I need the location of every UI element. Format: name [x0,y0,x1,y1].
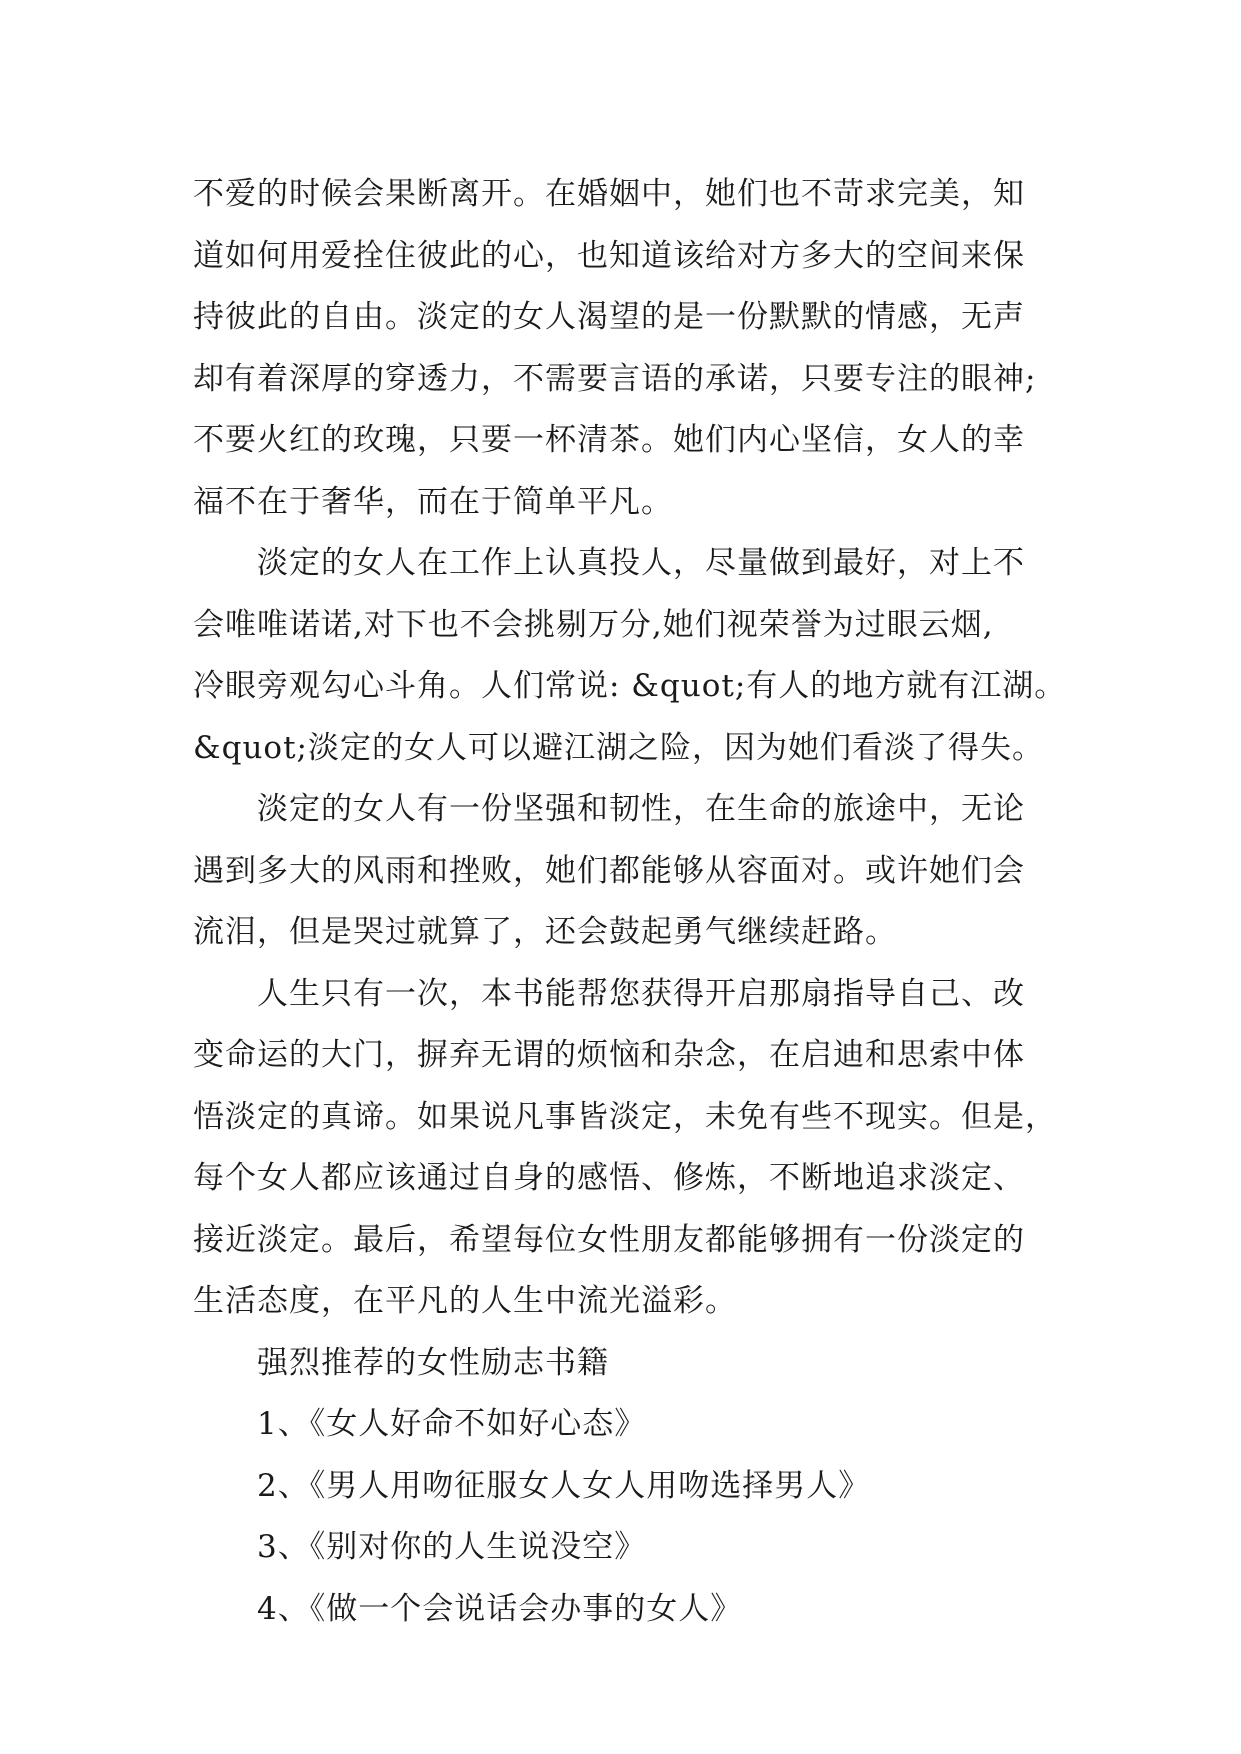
body-text [193,164,1093,1640]
text-line: 每个女人都应该通过自身的感悟、修炼，不断地追求淡定、 [193,1160,1025,1196]
text-line: 福不在于奢华，而在于简单平凡。 [193,483,673,520]
text-line: 却有着深厚的穿透力，不需要言语的承诺，只要专注的眼神; [193,360,1037,397]
text-line: 冷眼旁观勾心斗角。人们常说: &quot;有人的地方就有江湖。 [193,668,1067,704]
text-line: 变命运的大门，摒弃无谓的烦恼和杂念，在启迪和思索中体 [193,1037,1025,1073]
text-line: 2、《男人用吻征服女人女人用吻选择男人》 [257,1467,871,1504]
text-line: 淡定的女人在工作上认真投人，尽量做到最好，对上不 [257,545,1025,581]
text-line: 悟淡定的真谛。如果说凡事皆淡定，未免有些不现实。但是， [193,1098,1057,1135]
text-line: 不要火红的玫瑰，只要一杯清茶。她们内心坚信，女人的幸 [193,422,1025,458]
text-line: &quot;淡定的女人可以避江湖之险，因为她们看淡了得失。 [193,729,1044,766]
text-line: 会唯唯诺诺,对下也不会挑剔万分,她们视荣誉为过眼云烟, [193,606,994,643]
text-line: 3、《别对你的人生说没空》 [257,1529,647,1565]
text-line: 人生只有一次，本书能帮您获得开启那扇指导自己、改 [257,975,1025,1012]
text-line: 道如何用爱拴住彼此的心，也知道该给对方多大的空间来保 [193,237,1025,274]
text-line: 接近淡定。最后，希望每位女性朋友都能够拥有一份淡定的 [193,1221,1025,1258]
text-line: 1、《女人好命不如好心态》 [257,1406,647,1442]
text-line: 持彼此的自由。淡定的女人渴望的是一份默默的情感，无声 [193,299,1025,335]
text-line: 4、《做一个会说话会办事的女人》 [257,1590,743,1627]
text-line: 流泪，但是哭过就算了，还会鼓起勇气继续赶路。 [193,914,897,950]
text-line: 不爱的时候会果断离开。在婚姻中，她们也不苛求完美，知 [193,176,1025,212]
text-line: 遇到多大的风雨和挫败，她们都能够从容面对。或许她们会 [193,852,1025,889]
text-line: 淡定的女人有一份坚强和韧性，在生命的旅途中，无论 [257,791,1025,827]
text-line: 强烈推荐的女性励志书籍 [257,1344,609,1381]
text-line: 生活态度，在平凡的人生中流光溢彩。 [193,1283,737,1319]
